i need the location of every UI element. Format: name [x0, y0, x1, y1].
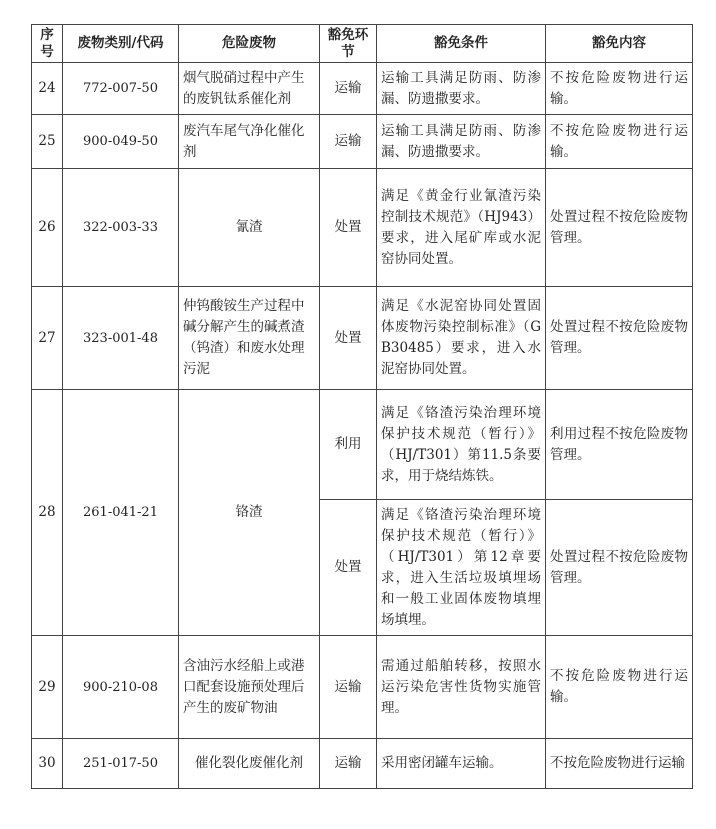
cell-seq: 30 — [32, 739, 63, 789]
header-code: 废物类别/代码 — [63, 25, 179, 63]
cell-condition: 满足《铬渣污染治理环境保护技术规范（暂行）》（HJ/T301）第11.5条要求，用于烧结炼铁。 — [377, 390, 546, 500]
header-stage: 豁免环节 — [320, 25, 377, 63]
header-seq: 序号 — [32, 25, 63, 63]
cell-waste: 烟气脱硝过程中产生的废钒钛系催化剂 — [179, 63, 320, 115]
cell-stage: 运输 — [320, 739, 377, 789]
table-row — [32, 287, 693, 390]
cell-waste: 废汽车尾气净化催化剂 — [179, 115, 320, 169]
table-row — [32, 63, 693, 115]
cell-code: 251-017-50 — [63, 739, 179, 789]
cell-seq: 27 — [32, 287, 63, 390]
exemption-table-page — [31, 24, 692, 789]
cell-condition: 运输工具满足防雨、防渗漏、防遗撒要求。 — [377, 63, 546, 115]
cell-content: 不按危险废物进行运输。 — [546, 636, 693, 739]
cell-condition: 满足《铬渣污染治理环境保护技术规范（暂行）》（HJ/T301）第12章要求，进入生活垃圾填埋场和一般工业固体废物填埋场填埋。 — [377, 500, 546, 636]
cell-code: 261-041-21 — [63, 390, 179, 636]
cell-stage: 处置 — [320, 169, 377, 287]
cell-content: 不按危险废物进行运输。 — [546, 115, 693, 169]
table-row — [32, 636, 693, 739]
cell-condition: 采用密闭罐车运输。 — [377, 739, 546, 789]
cell-condition: 需通过船舶转移，按照水运污染危害性货物实施管理。 — [377, 636, 546, 739]
cell-waste: 氰渣 — [179, 169, 320, 287]
cell-code: 900-049-50 — [63, 115, 179, 169]
cell-seq: 28 — [32, 390, 63, 636]
table-row — [32, 390, 693, 500]
cell-content: 利用过程不按危险废物管理。 — [546, 390, 693, 500]
cell-stage: 运输 — [320, 63, 377, 115]
cell-waste: 催化裂化废催化剂 — [179, 739, 320, 789]
cell-code: 323-001-48 — [63, 287, 179, 390]
header-condition: 豁免条件 — [377, 25, 546, 63]
cell-seq: 24 — [32, 63, 63, 115]
cell-stage: 利用 — [320, 390, 377, 500]
cell-content: 处置过程不按危险废物管理。 — [546, 287, 693, 390]
cell-seq: 26 — [32, 169, 63, 287]
cell-stage: 处置 — [320, 287, 377, 390]
cell-condition: 运输工具满足防雨、防渗漏、防遗撒要求。 — [377, 115, 546, 169]
cell-code: 900-210-08 — [63, 636, 179, 739]
cell-condition: 满足《水泥窑协同处置固体废物污染控制标准》（GB30485）要求，进入水泥窑协同处置。 — [377, 287, 546, 390]
header-waste: 危险废物 — [179, 25, 320, 63]
table-row — [32, 739, 693, 789]
table-header-row — [32, 25, 693, 63]
cell-stage: 处置 — [320, 500, 377, 636]
cell-condition: 满足《黄金行业氰渣污染控制技术规范》（HJ943）要求，进入尾矿库或水泥窑协同处置。 — [377, 169, 546, 287]
hazardous-waste-exemption-table — [31, 24, 693, 789]
cell-content: 处置过程不按危险废物管理。 — [546, 169, 693, 287]
cell-code: 772-007-50 — [63, 63, 179, 115]
cell-waste: 含油污水经船上或港口配套设施预处理后产生的废矿物油 — [179, 636, 320, 739]
cell-seq: 25 — [32, 115, 63, 169]
cell-stage: 运输 — [320, 636, 377, 739]
cell-content: 处置过程不按危险废物管理。 — [546, 500, 693, 636]
table-row — [32, 169, 693, 287]
cell-seq: 29 — [32, 636, 63, 739]
cell-content: 不按危险废物进行运输。 — [546, 63, 693, 115]
cell-waste: 铬渣 — [179, 390, 320, 636]
cell-waste: 仲钨酸铵生产过程中碱分解产生的碱煮渣（钨渣）和废水处理污泥 — [179, 287, 320, 390]
table-row — [32, 115, 693, 169]
cell-content: 不按危险废物进行运输 — [546, 739, 693, 789]
header-content: 豁免内容 — [546, 25, 693, 63]
cell-stage: 运输 — [320, 115, 377, 169]
cell-code: 322-003-33 — [63, 169, 179, 287]
